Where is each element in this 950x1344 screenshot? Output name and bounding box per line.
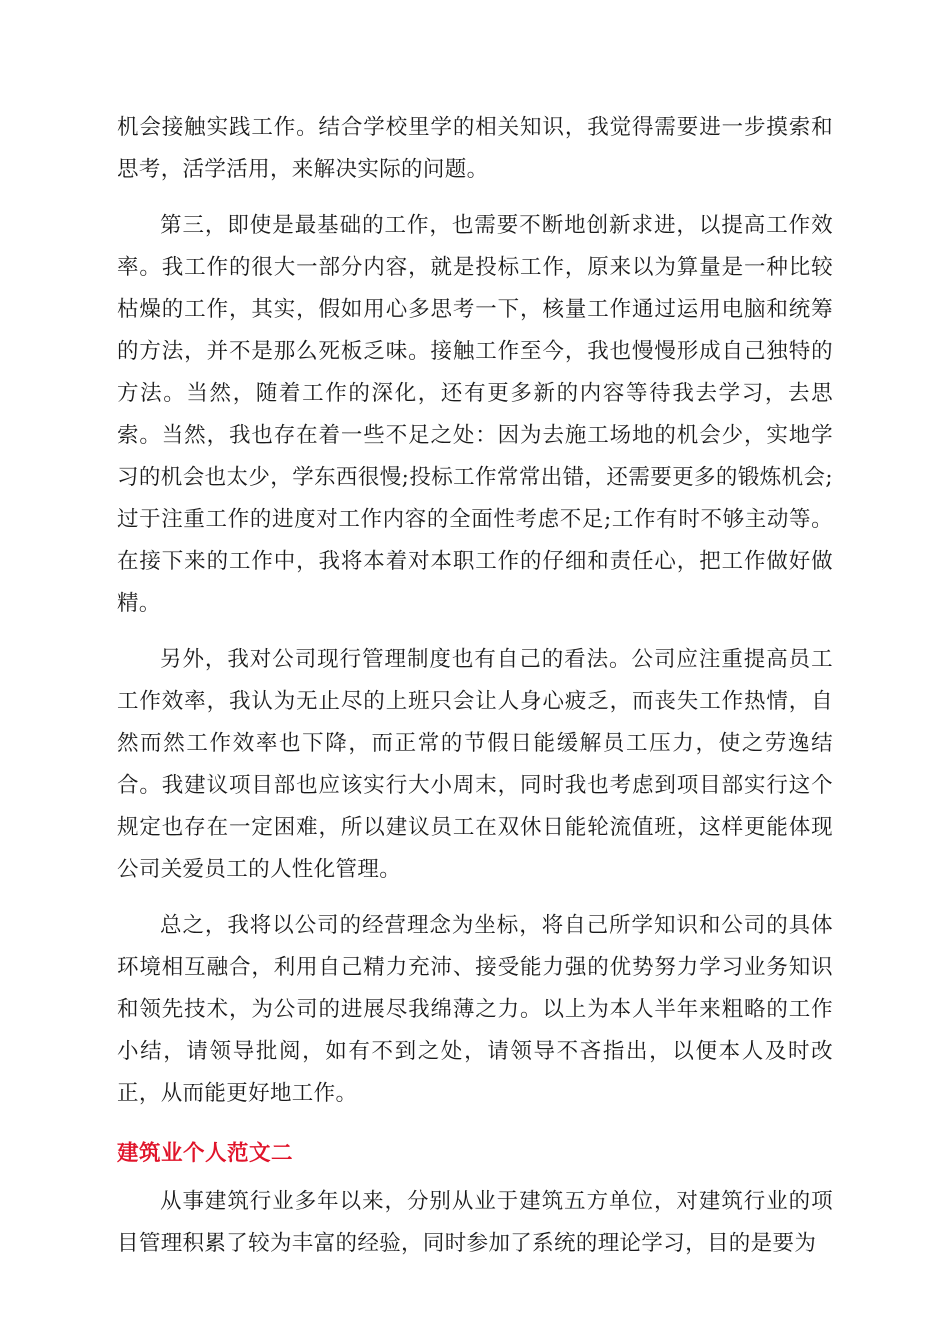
paragraph-continuation: 机会接触实践工作。结合学校里学的相关知识，我觉得需要进一步摸索和思考，活学活用，来解决实际的问题。: [117, 115, 833, 182]
section-heading: 建筑业个人范文二: [117, 1141, 294, 1166]
paragraph-management-opinion: 另外，我对公司现行管理制度也有自己的看法。公司应注重提高员工工作效率，我认为无止尽的上班只会让人身心疲乏，而丧失工作热情，自然而然工作效率也下降，而正常的节假日能缓解员工压力，使之劳逸结合。我建议项目部也应该实行大小周末，同时我也考虑到项目部实行这个规定也存在一定困难，所以建议员工在双休日能轮流值班，这样更能体现公司关爱员工的人性化管理。: [117, 647, 833, 882]
document-body: [117, 107, 833, 1279]
paragraph-sample-two-intro: 从事建筑行业多年以来，分别从业于建筑五方单位，对建筑行业的项目管理积累了较为丰富的经验，同时参加了系统的理论学习，目的是要为: [117, 1189, 833, 1256]
paragraph-conclusion: 总之，我将以公司的经营理念为坐标，将自己所学知识和公司的具体环境相互融合，利用自己精力充沛、接受能力强的优势努力学习业务知识和领先技术，为公司的进展尽我绵薄之力。以上为本人半年来粗略的工作小结，请领导批阅，如有不到之处，请领导不吝指出，以便本人及时改正，从而能更好地工作。: [117, 913, 833, 1106]
paragraph-third-point: 第三，即使是最基础的工作，也需要不断地创新求进，以提高工作效率。我工作的很大一部分内容，就是投标工作，原来以为算量是一种比较枯燥的工作，其实，假如用心多思考一下，核量工作通过运用电脑和统筹的方法，并不是那么死板乏味。接触工作至今，我也慢慢形成自己独特的方法。当然，随着工作的深化，还有更多新的内容等待我去学习，去思索。当然，我也存在着一些不足之处：因为去施工场地的机会少，实地学习的机会也太少，学东西很慢;投标工作常常出错，还需要更多的锻炼机会;过于注重工作的进度对工作内容的全面性考虑不足;工作有时不够主动等。在接下来的工作中，我将本着对本职工作的仔细和责任心，把工作做好做精。: [117, 213, 833, 616]
